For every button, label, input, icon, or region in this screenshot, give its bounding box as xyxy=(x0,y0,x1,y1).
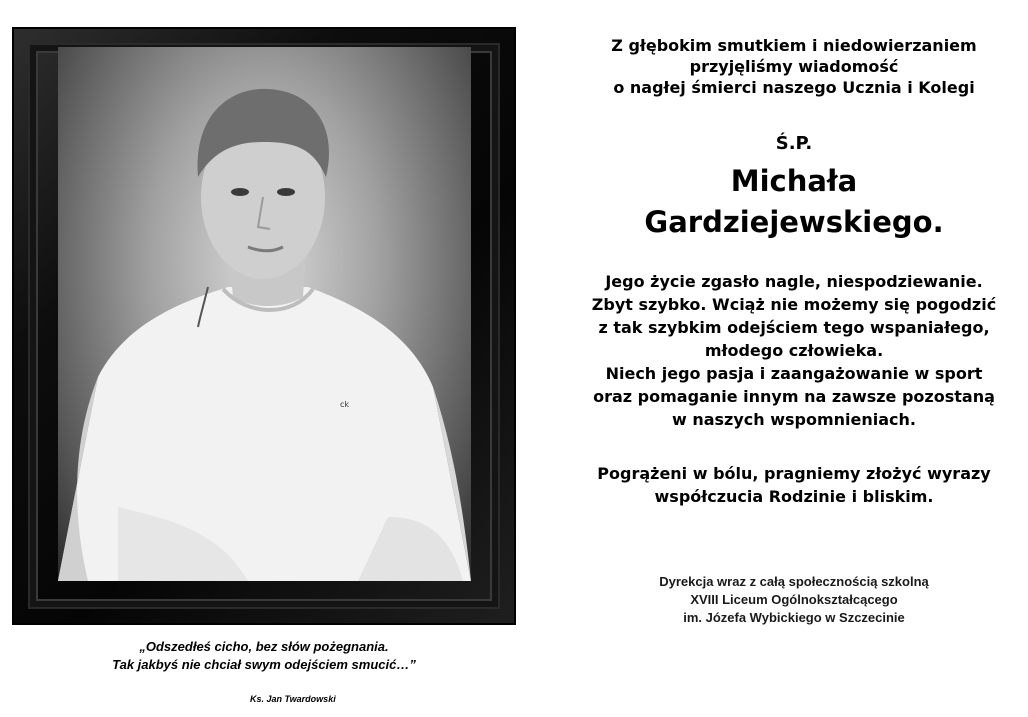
portrait-photo xyxy=(58,47,471,581)
signature-line-1: Dyrekcja wraz z całą społecznością szkolną xyxy=(659,574,929,589)
body-line-5: Niech jego pasja i zaangażowanie w sport xyxy=(605,364,983,383)
last-name: Gardziejewskiego. xyxy=(644,205,944,239)
intro-line-1: Z głębokim smutkiem i niedowierzaniem xyxy=(611,36,977,55)
portrait-illustration xyxy=(58,47,471,581)
shirt-logo-text: ck xyxy=(340,400,350,409)
condolence-line-2: współczucia Rodzinie i bliskim. xyxy=(654,487,934,506)
body-line-3: z tak szybkim odejściem tego wspaniałego, xyxy=(598,318,990,337)
intro-text xyxy=(556,35,1028,98)
honorific: Ś.P. xyxy=(775,133,813,154)
quote-line-1: „Odszedłeś cicho, bez słów pożegnania. xyxy=(139,639,389,654)
intro-line-3: o nagłej śmierci naszego Ucznia i Kolegi xyxy=(613,78,975,97)
body-line-1: Jego życie zgasło nagle, niespodziewanie. xyxy=(605,272,983,291)
body-line-4: młodego człowieka. xyxy=(704,341,884,360)
intro-line-2: przyjęliśmy wiadomość xyxy=(689,57,899,76)
body-text xyxy=(556,270,1028,431)
signature-line-3: im. Józefa Wybickiego w Szczecinie xyxy=(683,610,905,625)
body-line-7: w naszych wspomnieniach. xyxy=(671,410,917,429)
signature-block xyxy=(556,573,1028,627)
first-name: Michała xyxy=(730,164,858,198)
signature-line-2: XVIII Liceum Ogólnokształcącego xyxy=(690,592,898,607)
quote-author: Ks. Jan Twardowski xyxy=(250,694,336,704)
quote-line-2: Tak jakbyś nie chciał swym odejściem smucić…” xyxy=(112,657,416,672)
condolence-line-1: Pogrążeni w bólu, pragniemy złożyć wyrazy xyxy=(597,464,991,483)
condolence-text xyxy=(556,462,1028,508)
body-line-2: Zbyt szybko. Wciąż nie możemy się pogodzić xyxy=(591,295,997,314)
body-line-6: oraz pomaganie innym na zawsze pozostaną xyxy=(593,387,995,406)
